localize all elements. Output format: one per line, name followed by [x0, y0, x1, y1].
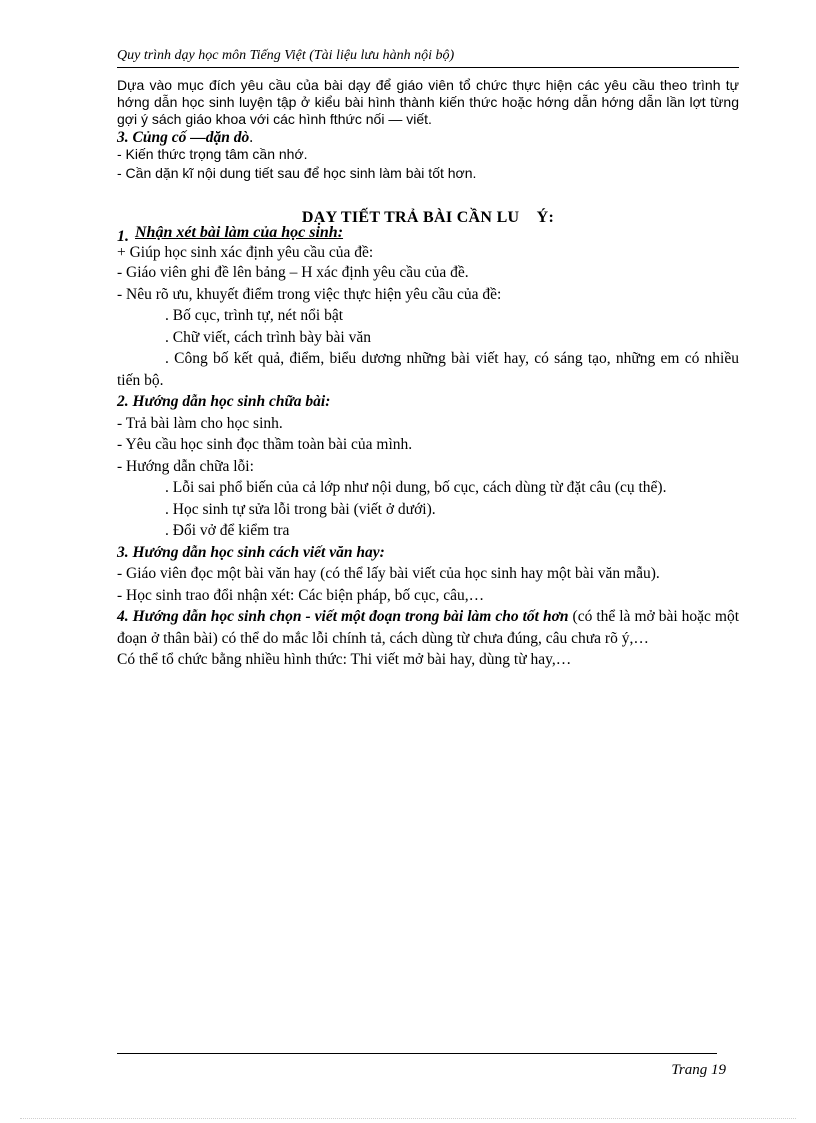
s4-heading: 4. Hướng dẫn học sinh chọn - viết một đoạn trong bài làm cho tốt hơn	[117, 608, 569, 625]
intro-paragraph: Dựa vào mục đích yêu cầu của bài dạy để giáo viên tổ chức thực hiện các yêu cầu theo trình tự hớng dẫn học sinh luyện tập ở kiểu bài hình thành kiến thức hoặc hớng dẫn hớng dẫn lần lợt từng gợi ý sách giáo khoa với các hình fthức nối — viết.	[117, 77, 739, 127]
s1-heading: Nhận xét bài làm của học sinh:	[135, 224, 344, 241]
s1-number: 1.	[117, 228, 129, 245]
s4-rest: (có thể là mở bài hoặc một đoạn ở thân bài) có thể do mắc lỗi chính tả, cách dùng từ chưa đúng, câu chưa rõ ý,…	[117, 608, 739, 647]
s4-closing: Có thể tổ chức bằng nhiều hình thức: Thi viết mở bài hay, dùng từ hay,…	[117, 651, 572, 668]
s1-sub-item: . Công bố kết quả, điểm, biểu dương những bài viết hay, có sáng tạo, những em có nhiều tiến bộ.	[117, 350, 739, 389]
s4-paragraph	[117, 606, 739, 649]
s2-line: - Hướng dẫn chữa lỗi:	[117, 457, 254, 475]
page-number: Trang 19	[671, 1062, 726, 1078]
section3-top-heading: 3. Củng cố —dặn dò	[117, 129, 250, 146]
section3-top-item: - Cần dặn kĩ nội dung tiết sau để học sinh làm bài tốt hơn.	[117, 165, 477, 181]
footer-divider	[117, 1053, 717, 1054]
section3-top-heading-suffix: .	[249, 129, 254, 146]
s2-line: - Trả bài làm cho học sinh.	[117, 414, 283, 432]
main-title: DẠY TIẾT TRẢ BÀI CẦN LU Ý:	[301, 209, 555, 226]
s2-line: - Yêu cầu học sinh đọc thầm toàn bài của mình.	[117, 436, 413, 453]
s1-heading-row	[117, 224, 739, 243]
s1-line: - Nêu rõ ưu, khuyết điểm trong việc thực hiện yêu cầu của đề:	[117, 285, 502, 303]
page-content	[117, 77, 739, 671]
s1-line: + Giúp học sinh xác định yêu cầu của đề:	[117, 244, 374, 261]
s1-sub-item: . Chữ viết, cách trình bày bài văn	[165, 328, 371, 346]
section3-top-item: - Kiến thức trọng tâm cần nhớ.	[117, 146, 308, 162]
s3-line: - Học sinh trao đổi nhận xét: Các biện pháp, bố cục, câu,…	[117, 586, 485, 604]
s1-sub-item: . Bố cục, trình tự, nét nổi bật	[165, 307, 344, 324]
s2-heading: 2. Hướng dẫn học sinh chữa bài:	[117, 393, 331, 410]
s3-line: - Giáo viên đọc một bài văn hay (có thể lấy bài viết của học sinh hay một bài văn mẫu).	[117, 565, 660, 582]
s2-sub-item: . Học sinh tự sửa lỗi trong bài (viết ở dưới).	[165, 500, 436, 518]
section3-top-heading-line	[117, 129, 739, 146]
s3-heading: 3. Hướng dẫn học sinh cách viết văn hay:	[117, 543, 385, 561]
s1-line: - Giáo viên ghi đề lên bảng – H xác định yêu cầu của đề.	[117, 264, 469, 281]
s2-sub-item: . Đổi vở để kiểm tra	[165, 522, 290, 539]
page-header: Quy trình dạy học môn Tiếng Việt (Tài liệu lưu hành nội bộ)	[117, 47, 739, 68]
page-bottom-border	[20, 1118, 796, 1119]
s2-sub-item: . Lỗi sai phổ biến của cả lớp như nội dung, bố cục, cách dùng từ đặt câu (cụ thể).	[165, 479, 667, 496]
